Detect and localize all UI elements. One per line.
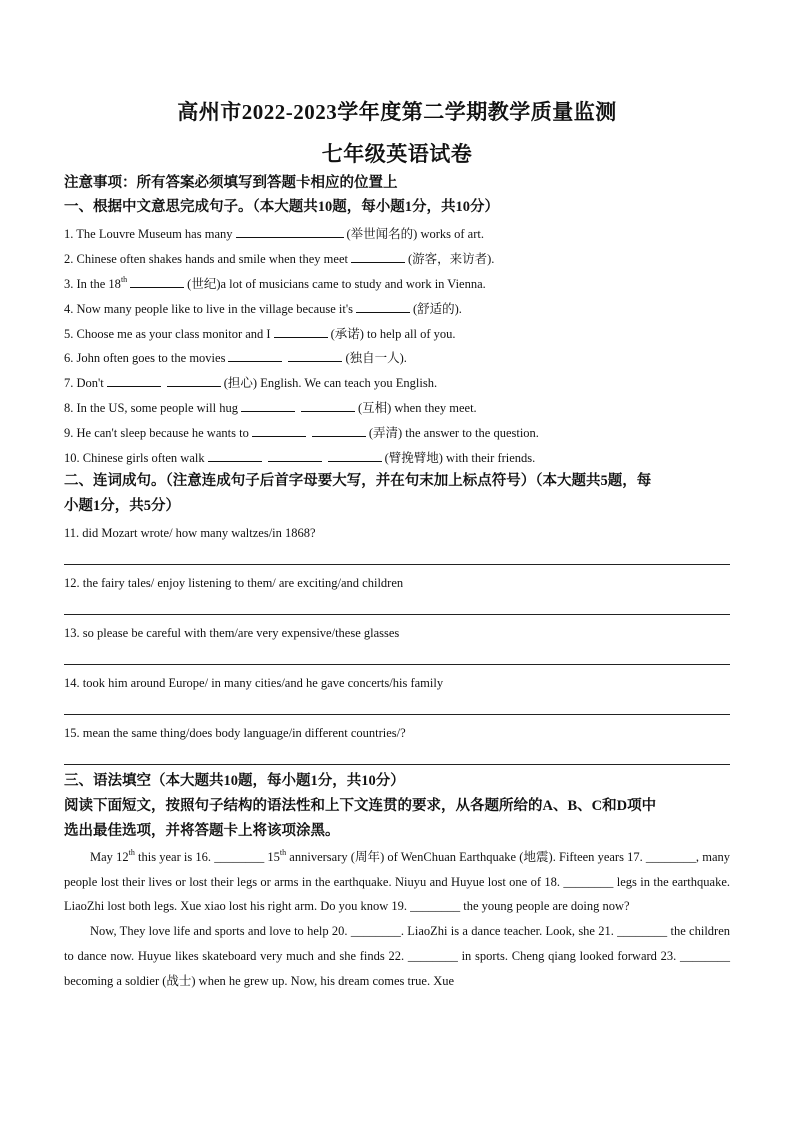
list-item: 2. Chinese often shakes hands and smile when they meet (游客，来访者). [64,252,495,266]
answer-blank [208,450,262,462]
answer-line [64,614,730,615]
list-item: 4. Now many people like to live in the village because it's (舒适的). [64,302,462,316]
page-subtitle: 七年级英语试卷 [321,142,473,166]
answer-blank [312,425,366,437]
answer-blank [328,450,382,462]
section1-heading: 一、根据中文意思完成句子。（本大题共10题，每小题1分，共10分） [64,199,499,215]
list-item: 7. Don't (担心) English. We can teach you English. [64,376,438,390]
list-item: 11. did Mozart wrote/ how many waltzes/in 1868? [64,526,316,540]
passage-paragraph-1: May 12th this year is 16. ________ 15th anniversary (周年) of WenChuan Earthquake (地震). Fifteen years 17. ________, many people lost their lives or lost their legs or arms in the earthquake. Niuyu and Huyue lost one of 18. ________ legs in the earthquake. LiaoZhi lost both legs. Xue xiao lost his right arm. Do you know 19. ________ the young people are doing now? [64,848,730,914]
list-item: 3. In the 18th (世纪)a lot of musicians came to study and work in Vienna. [64,275,486,291]
answer-line [64,664,730,665]
list-item: 1. The Louvre Museum has many (举世闻名的) works of art. [64,227,484,241]
list-item: 9. He can't sleep because he wants to (弄清) the answer to the question. [64,426,539,440]
answer-blank [268,450,322,462]
section3-instruction-cont: 选出最佳选项，并将答题卡上将该项涂黑。 [64,823,340,839]
section2-heading-cont: 小题1分，共5分） [64,498,180,514]
answer-blank [356,301,410,313]
passage [64,845,730,993]
passage-paragraph-2: Now, They love life and sports and love to help 20. ________. LiaoZhi is a dance teacher. Look, she 21. ________ the children to dance now. Huyue likes skateboard very much and she finds 22. ________ in sports. Cheng qiang looked forward 23. ________ becoming a soldier (战士) when he grew up. Now, his dream comes true. Xue [64,924,730,988]
answer-blank [167,375,221,387]
answer-blank [274,326,328,338]
answer-blank [241,400,295,412]
section3-heading: 三、语法填空（本大题共10题，每小题1分，共10分） [64,773,405,789]
answer-blank [236,226,344,238]
answer-blank [130,276,184,288]
answer-blank [252,425,306,437]
answer-blank [301,400,355,412]
section3-instruction: 阅读下面短文，按照句子结构的语法性和上下文连贯的要求，从各题所给的A、B、C和D项中 [64,798,657,814]
list-item: 8. In the US, some people will hug (互相) when they meet. [64,401,477,415]
notice: 注意事项：所有答案必须填写到答题卡相应的位置上 [64,175,398,191]
answer-line [64,564,730,565]
answer-blank [107,375,161,387]
answer-blank [288,350,342,362]
list-item: 13. so please be careful with them/are very expensive/these glasses [64,626,400,640]
answer-blank [228,350,282,362]
section2-heading: 二、连词成句。（注意连成句子后首字母要大写，并在句末加上标点符号）（本大题共5题，每 [64,473,652,489]
answer-line [64,764,730,765]
list-item: 12. the fairy tales/ enjoy listening to them/ are exciting/and children [64,576,404,590]
answer-blank [351,251,405,263]
answer-line [64,714,730,715]
list-item: 15. mean the same thing/does body language/in different countries/? [64,726,406,740]
list-item: 6. John often goes to the movies (独自一人). [64,351,407,365]
list-item: 10. Chinese girls often walk (臂挽臂地) with their friends. [64,451,536,465]
list-item: 5. Choose me as your class monitor and I (承诺) to help all of you. [64,327,456,341]
list-item: 14. took him around Europe/ in many cities/and he gave concerts/his family [64,676,444,690]
page-title: 高州市2022-2023学年度第二学期教学质量监测 [177,100,617,124]
